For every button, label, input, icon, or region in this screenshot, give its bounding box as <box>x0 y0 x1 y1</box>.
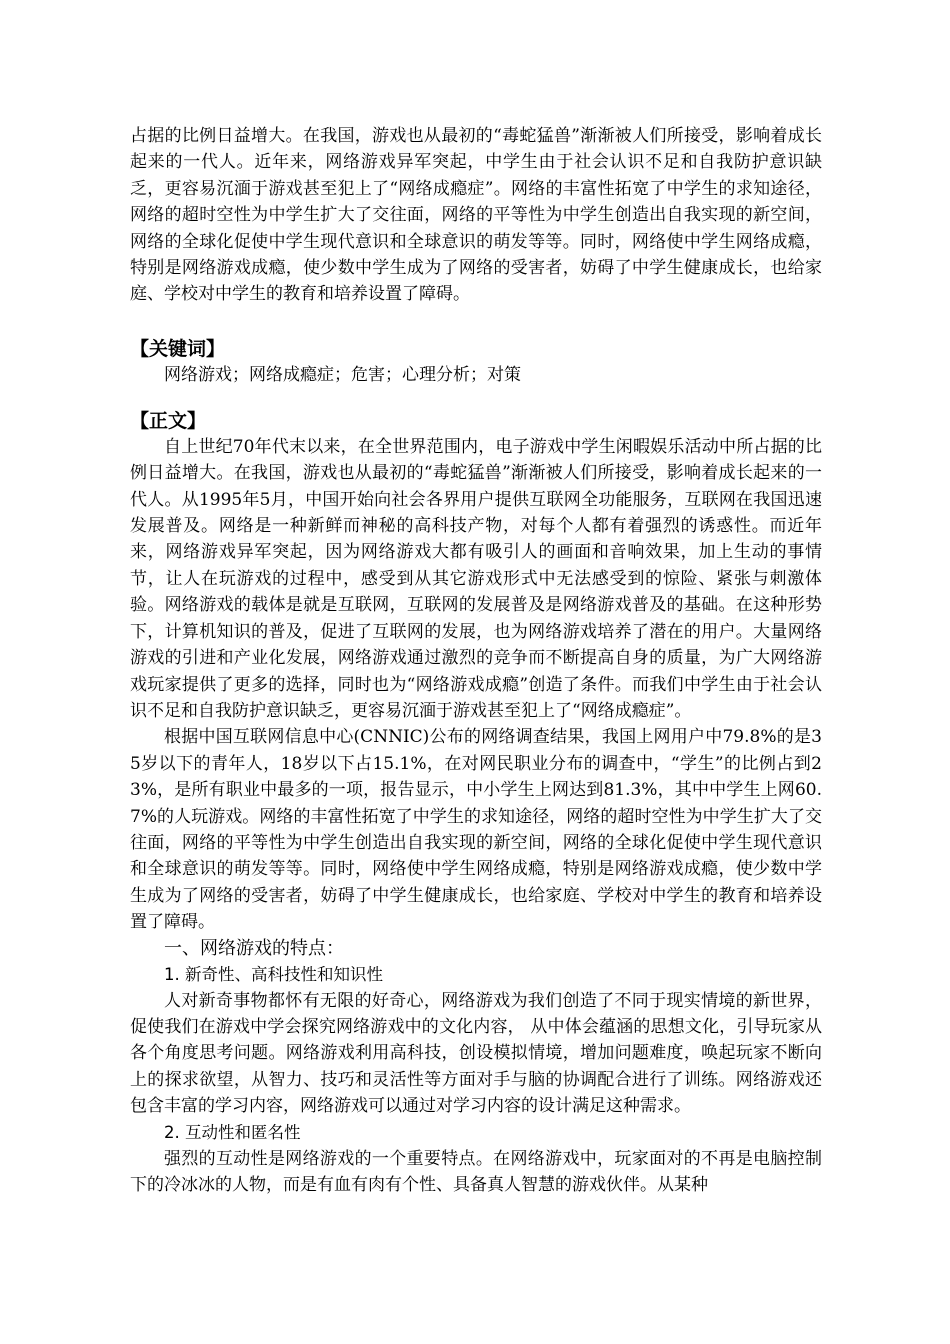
subsection-title-2: 2. 互动性和匿名性 <box>164 1122 301 1142</box>
body-heading: 【正文】 <box>130 409 207 432</box>
keywords-text: 网络游戏；网络成瘾症；危害；心理分析；对策 <box>164 364 521 385</box>
subsection-paragraph-2: 强烈的互动性是网络游戏的一个重要特点。在网络游戏中，玩家面对的不再是电脑控制下的冷冰冰的人物，而是有血有肉有个性、具备真人智慧的游戏伙伴。从某种 <box>130 1148 822 1195</box>
spacer <box>130 308 822 336</box>
subsection-title-1: 1. 新奇性、高科技性和知识性 <box>164 964 383 984</box>
abstract-paragraph: 占据的比例日益增大。在我国，游戏也从最初的“毒蛇猛兽”渐渐被人们所接受，影响着成长起来的一代人。近年来，网络游戏异军突起，中学生由于社会认识不足和自我防护意识缺乏，更容易沉湎于游戏甚至犯上了“网络成瘾症”。网络的丰富性拓宽了中学生的求知途径，网络的超时空性为中学生扩大了交往面，网络的平等性为中学生创造出自我实现的新空间，网络的全球化促使中学生现代意识和全球意识的萌发等等。同时，网络使中学生网络成瘾，特别是网络游戏成瘾，使少数中学生成为了网络的受害者，妨碍了中学生健康成长，也给家庭、学校对中学生的教育和培养设置了障碍。 <box>130 126 822 305</box>
keywords-heading: 【关键词】 <box>130 337 226 360</box>
spacer <box>130 388 822 408</box>
subsection-paragraph-1: 人对新奇事物都怀有无限的好奇心，网络游戏为我们创造了不同于现实情境的新世界，促使我们在游戏中学会探究网络游戏中的文化内容， 从中体会蕴涵的思想文化，引导玩家从各个角度思考问题。网络游戏利用高科技，创设模拟情境，增加问题难度，唤起玩家不断向上的探求欲望，从智力、技巧和灵活性等方面对手与脑的协调配合进行了训练。网络游戏还包含丰富的学习内容，网络游戏可以通过对学习内容的设计满足这种需求。 <box>130 990 822 1117</box>
section-title-features: 一、网络游戏的特点： <box>164 937 344 959</box>
body-paragraph-1: 自上世纪70年代末以来，在全世界范围内，电子游戏中学生闲暇娱乐活动中所占据的比例日益增大。在我国，游戏也从最初的“毒蛇猛兽”渐渐被人们所接受，影响着成长起来的一代人。从1995年5月，中国开始向社会各界用户提供互联网全功能服务，互联网在我国迅速发展普及。网络是一种新鲜而神秘的高科技产物，对每个人都有着强烈的诱惑性。而近年来，网络游戏异军突起，因为网络游戏大都有吸引人的画面和音响效果，加上生动的事情节，让人在玩游戏的过程中，感受到从其它游戏形式中无法感受到的惊险、紧张与刺激体验。网络游戏的载体是就是互联网，互联网的发展普及是网络游戏普及的基础。在这种形势下，计算机知识的普及，促进了互联网的发展，也为网络游戏培养了潜在的用户。大量网络游戏的引进和产业化发展，网络游戏通过激烈的竞争而不断提高自身的质量，为广大网络游戏玩家提供了更多的选择，同时也为“网络游戏成瘾”创造了条件。而我们中学生由于社会认识不足和自我防护意识缺乏，更容易沉湎于游戏甚至犯上了“网络成瘾症”。 <box>130 436 822 721</box>
document-page <box>130 123 822 1198</box>
body-paragraph-2: 根据中国互联网信息中心(CNNIC)公布的网络调查结果，我国上网用户中79.8%的是35岁以下的青年人，18岁以下占15.1%，在对网民职业分布的调查中，“学生”的比例占到23%，是所有职业中最多的一项，报告显示，中小学生上网达到81.3%，其中中学生上网60.7%的人玩游戏。网络的丰富性拓宽了中学生的求知途径，网络的超时空性为中学生扩大了交往面，网络的平等性为中学生创造出自我实现的新空间，网络的全球化促使中学生现代意识和全球意识的萌发等等。同时，网络使中学生网络成瘾，特别是网络游戏成瘾，使少数中学生成为了网络的受害者，妨碍了中学生健康成长，也给家庭、学校对中学生的教育和培养设置了障碍。 <box>130 727 822 933</box>
